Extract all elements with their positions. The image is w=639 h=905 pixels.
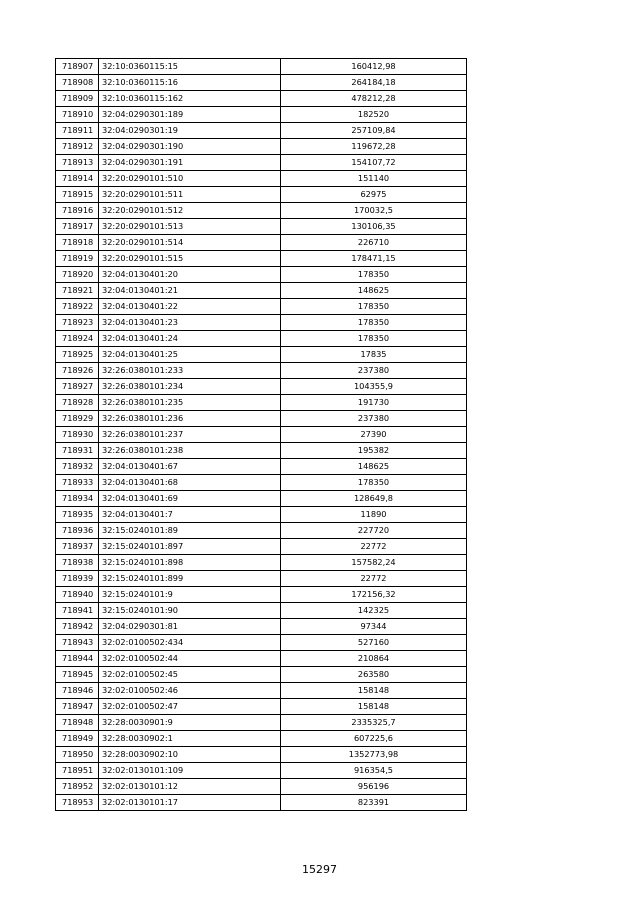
cadastral-number-cell: 32:02:0100502:45 bbox=[99, 667, 281, 683]
cadastral-number-cell: 32:04:0130401:7 bbox=[99, 507, 281, 523]
value-cell: 1352773,98 bbox=[281, 747, 467, 763]
row-id-cell: 718907 bbox=[56, 59, 99, 75]
value-cell: 172156,32 bbox=[281, 587, 467, 603]
cadastral-number-cell: 32:15:0240101:90 bbox=[99, 603, 281, 619]
row-id-cell: 718945 bbox=[56, 667, 99, 683]
table-row bbox=[56, 747, 467, 763]
table-row bbox=[56, 363, 467, 379]
cadastral-number-cell: 32:26:0380101:237 bbox=[99, 427, 281, 443]
value-cell: 142325 bbox=[281, 603, 467, 619]
table-row bbox=[56, 315, 467, 331]
cadastral-number-cell: 32:28:0030902:10 bbox=[99, 747, 281, 763]
cadastral-number-cell: 32:15:0240101:899 bbox=[99, 571, 281, 587]
row-id-cell: 718946 bbox=[56, 683, 99, 699]
row-id-cell: 718911 bbox=[56, 123, 99, 139]
value-cell: 2335325,7 bbox=[281, 715, 467, 731]
registry-table-body bbox=[56, 59, 467, 811]
cadastral-number-cell: 32:04:0290301:190 bbox=[99, 139, 281, 155]
row-id-cell: 718940 bbox=[56, 587, 99, 603]
value-cell: 178471,15 bbox=[281, 251, 467, 267]
table-row bbox=[56, 491, 467, 507]
table-row bbox=[56, 459, 467, 475]
row-id-cell: 718927 bbox=[56, 379, 99, 395]
table-row bbox=[56, 219, 467, 235]
table-row bbox=[56, 507, 467, 523]
value-cell: 11890 bbox=[281, 507, 467, 523]
table-row bbox=[56, 603, 467, 619]
value-cell: 178350 bbox=[281, 331, 467, 347]
cadastral-number-cell: 32:04:0130401:25 bbox=[99, 347, 281, 363]
row-id-cell: 718926 bbox=[56, 363, 99, 379]
value-cell: 104355,9 bbox=[281, 379, 467, 395]
row-id-cell: 718928 bbox=[56, 395, 99, 411]
value-cell: 22772 bbox=[281, 571, 467, 587]
cadastral-number-cell: 32:20:0290101:511 bbox=[99, 187, 281, 203]
table-row bbox=[56, 443, 467, 459]
value-cell: 128649,8 bbox=[281, 491, 467, 507]
value-cell: 62975 bbox=[281, 187, 467, 203]
row-id-cell: 718931 bbox=[56, 443, 99, 459]
registry-table bbox=[55, 58, 467, 811]
table-row bbox=[56, 283, 467, 299]
cadastral-number-cell: 32:02:0100502:47 bbox=[99, 699, 281, 715]
cadastral-number-cell: 32:04:0130401:69 bbox=[99, 491, 281, 507]
value-cell: 607225,6 bbox=[281, 731, 467, 747]
table-row bbox=[56, 427, 467, 443]
cadastral-number-cell: 32:20:0290101:512 bbox=[99, 203, 281, 219]
cadastral-number-cell: 32:04:0290301:19 bbox=[99, 123, 281, 139]
value-cell: 210864 bbox=[281, 651, 467, 667]
table-row bbox=[56, 139, 467, 155]
cadastral-number-cell: 32:04:0130401:68 bbox=[99, 475, 281, 491]
table-row bbox=[56, 155, 467, 171]
row-id-cell: 718910 bbox=[56, 107, 99, 123]
cadastral-number-cell: 32:28:0030901:9 bbox=[99, 715, 281, 731]
table-row bbox=[56, 539, 467, 555]
row-id-cell: 718937 bbox=[56, 539, 99, 555]
value-cell: 27390 bbox=[281, 427, 467, 443]
cadastral-number-cell: 32:20:0290101:515 bbox=[99, 251, 281, 267]
row-id-cell: 718912 bbox=[56, 139, 99, 155]
page-number: 15297 bbox=[302, 863, 337, 876]
cadastral-number-cell: 32:04:0130401:23 bbox=[99, 315, 281, 331]
cadastral-number-cell: 32:10:0360115:15 bbox=[99, 59, 281, 75]
value-cell: 226710 bbox=[281, 235, 467, 251]
row-id-cell: 718938 bbox=[56, 555, 99, 571]
table-row bbox=[56, 235, 467, 251]
value-cell: 182520 bbox=[281, 107, 467, 123]
table-row bbox=[56, 619, 467, 635]
row-id-cell: 718941 bbox=[56, 603, 99, 619]
cadastral-number-cell: 32:20:0290101:513 bbox=[99, 219, 281, 235]
value-cell: 178350 bbox=[281, 299, 467, 315]
table-row bbox=[56, 411, 467, 427]
row-id-cell: 718947 bbox=[56, 699, 99, 715]
value-cell: 916354,5 bbox=[281, 763, 467, 779]
value-cell: 97344 bbox=[281, 619, 467, 635]
table-row bbox=[56, 523, 467, 539]
value-cell: 157582,24 bbox=[281, 555, 467, 571]
row-id-cell: 718948 bbox=[56, 715, 99, 731]
cadastral-number-cell: 32:04:0130401:67 bbox=[99, 459, 281, 475]
row-id-cell: 718918 bbox=[56, 235, 99, 251]
value-cell: 263580 bbox=[281, 667, 467, 683]
cadastral-number-cell: 32:04:0130401:20 bbox=[99, 267, 281, 283]
value-cell: 154107,72 bbox=[281, 155, 467, 171]
table-row bbox=[56, 715, 467, 731]
value-cell: 119672,28 bbox=[281, 139, 467, 155]
value-cell: 158148 bbox=[281, 699, 467, 715]
value-cell: 151140 bbox=[281, 171, 467, 187]
cadastral-number-cell: 32:02:0100502:434 bbox=[99, 635, 281, 651]
cadastral-number-cell: 32:26:0380101:238 bbox=[99, 443, 281, 459]
row-id-cell: 718919 bbox=[56, 251, 99, 267]
value-cell: 956196 bbox=[281, 779, 467, 795]
row-id-cell: 718916 bbox=[56, 203, 99, 219]
table-row bbox=[56, 571, 467, 587]
table-row bbox=[56, 763, 467, 779]
table-row bbox=[56, 555, 467, 571]
value-cell: 17835 bbox=[281, 347, 467, 363]
table-row bbox=[56, 347, 467, 363]
value-cell: 264184,18 bbox=[281, 75, 467, 91]
cadastral-number-cell: 32:15:0240101:898 bbox=[99, 555, 281, 571]
row-id-cell: 718943 bbox=[56, 635, 99, 651]
row-id-cell: 718921 bbox=[56, 283, 99, 299]
table-row bbox=[56, 779, 467, 795]
row-id-cell: 718920 bbox=[56, 267, 99, 283]
cadastral-number-cell: 32:26:0380101:235 bbox=[99, 395, 281, 411]
table-row bbox=[56, 395, 467, 411]
value-cell: 191730 bbox=[281, 395, 467, 411]
row-id-cell: 718930 bbox=[56, 427, 99, 443]
cadastral-number-cell: 32:26:0380101:233 bbox=[99, 363, 281, 379]
table-row bbox=[56, 795, 467, 811]
table-row bbox=[56, 683, 467, 699]
cadastral-number-cell: 32:26:0380101:234 bbox=[99, 379, 281, 395]
row-id-cell: 718925 bbox=[56, 347, 99, 363]
cadastral-number-cell: 32:04:0290301:81 bbox=[99, 619, 281, 635]
table-row bbox=[56, 635, 467, 651]
value-cell: 148625 bbox=[281, 459, 467, 475]
table-row bbox=[56, 123, 467, 139]
cadastral-number-cell: 32:10:0360115:16 bbox=[99, 75, 281, 91]
cadastral-number-cell: 32:04:0290301:191 bbox=[99, 155, 281, 171]
cadastral-number-cell: 32:04:0130401:22 bbox=[99, 299, 281, 315]
value-cell: 130106,35 bbox=[281, 219, 467, 235]
cadastral-number-cell: 32:28:0030902:1 bbox=[99, 731, 281, 747]
value-cell: 527160 bbox=[281, 635, 467, 651]
cadastral-number-cell: 32:02:0100502:46 bbox=[99, 683, 281, 699]
row-id-cell: 718934 bbox=[56, 491, 99, 507]
row-id-cell: 718944 bbox=[56, 651, 99, 667]
value-cell: 237380 bbox=[281, 363, 467, 379]
value-cell: 257109,84 bbox=[281, 123, 467, 139]
row-id-cell: 718953 bbox=[56, 795, 99, 811]
value-cell: 160412,98 bbox=[281, 59, 467, 75]
table-row bbox=[56, 731, 467, 747]
row-id-cell: 718932 bbox=[56, 459, 99, 475]
row-id-cell: 718922 bbox=[56, 299, 99, 315]
row-id-cell: 718942 bbox=[56, 619, 99, 635]
value-cell: 237380 bbox=[281, 411, 467, 427]
row-id-cell: 718924 bbox=[56, 331, 99, 347]
row-id-cell: 718939 bbox=[56, 571, 99, 587]
table-row bbox=[56, 699, 467, 715]
value-cell: 22772 bbox=[281, 539, 467, 555]
row-id-cell: 718913 bbox=[56, 155, 99, 171]
row-id-cell: 718949 bbox=[56, 731, 99, 747]
table-row bbox=[56, 75, 467, 91]
table-row bbox=[56, 651, 467, 667]
table-row bbox=[56, 91, 467, 107]
row-id-cell: 718923 bbox=[56, 315, 99, 331]
table-row bbox=[56, 299, 467, 315]
row-id-cell: 718933 bbox=[56, 475, 99, 491]
table-row bbox=[56, 107, 467, 123]
cadastral-number-cell: 32:02:0130101:17 bbox=[99, 795, 281, 811]
cadastral-number-cell: 32:04:0130401:24 bbox=[99, 331, 281, 347]
row-id-cell: 718914 bbox=[56, 171, 99, 187]
cadastral-number-cell: 32:04:0290301:189 bbox=[99, 107, 281, 123]
cadastral-number-cell: 32:20:0290101:514 bbox=[99, 235, 281, 251]
cadastral-number-cell: 32:10:0360115:162 bbox=[99, 91, 281, 107]
row-id-cell: 718929 bbox=[56, 411, 99, 427]
table-row bbox=[56, 475, 467, 491]
cadastral-number-cell: 32:02:0130101:12 bbox=[99, 779, 281, 795]
cadastral-number-cell: 32:02:0130101:109 bbox=[99, 763, 281, 779]
cadastral-number-cell: 32:15:0240101:897 bbox=[99, 539, 281, 555]
value-cell: 227720 bbox=[281, 523, 467, 539]
cadastral-number-cell: 32:04:0130401:21 bbox=[99, 283, 281, 299]
cadastral-number-cell: 32:20:0290101:510 bbox=[99, 171, 281, 187]
table-row bbox=[56, 379, 467, 395]
row-id-cell: 718936 bbox=[56, 523, 99, 539]
cadastral-number-cell: 32:26:0380101:236 bbox=[99, 411, 281, 427]
table-row bbox=[56, 251, 467, 267]
value-cell: 195382 bbox=[281, 443, 467, 459]
value-cell: 823391 bbox=[281, 795, 467, 811]
row-id-cell: 718908 bbox=[56, 75, 99, 91]
table-row bbox=[56, 331, 467, 347]
row-id-cell: 718950 bbox=[56, 747, 99, 763]
value-cell: 178350 bbox=[281, 315, 467, 331]
table-row bbox=[56, 667, 467, 683]
row-id-cell: 718952 bbox=[56, 779, 99, 795]
table-row bbox=[56, 267, 467, 283]
cadastral-number-cell: 32:15:0240101:89 bbox=[99, 523, 281, 539]
value-cell: 148625 bbox=[281, 283, 467, 299]
cadastral-number-cell: 32:02:0100502:44 bbox=[99, 651, 281, 667]
row-id-cell: 718915 bbox=[56, 187, 99, 203]
row-id-cell: 718917 bbox=[56, 219, 99, 235]
row-id-cell: 718909 bbox=[56, 91, 99, 107]
cadastral-number-cell: 32:15:0240101:9 bbox=[99, 587, 281, 603]
value-cell: 478212,28 bbox=[281, 91, 467, 107]
table-row bbox=[56, 59, 467, 75]
value-cell: 178350 bbox=[281, 267, 467, 283]
value-cell: 170032,5 bbox=[281, 203, 467, 219]
row-id-cell: 718951 bbox=[56, 763, 99, 779]
table-row bbox=[56, 587, 467, 603]
row-id-cell: 718935 bbox=[56, 507, 99, 523]
value-cell: 158148 bbox=[281, 683, 467, 699]
table-row bbox=[56, 203, 467, 219]
table-row bbox=[56, 187, 467, 203]
value-cell: 178350 bbox=[281, 475, 467, 491]
table-row bbox=[56, 171, 467, 187]
